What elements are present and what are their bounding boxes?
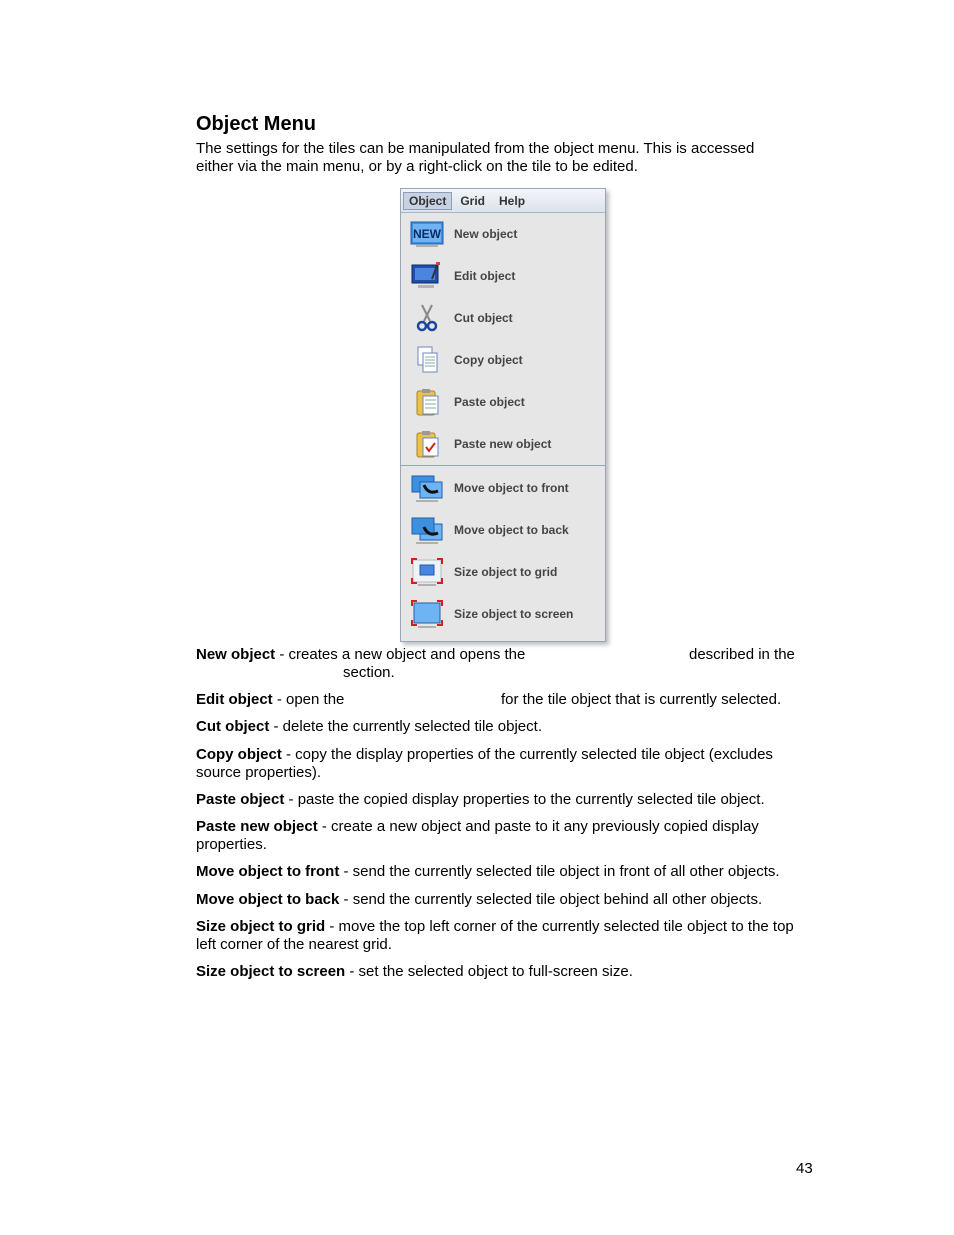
desc-text: - move the top left corner of the currently selected tile object to the top left corner of the nearest grid. (196, 918, 794, 953)
desc-move-front (196, 863, 806, 881)
menu-item-paste-new-object (401, 423, 605, 465)
menubar-object: Object (403, 192, 452, 210)
menu-item-size-grid (401, 551, 605, 593)
clipboard-check-icon (409, 428, 445, 460)
menu-separator (401, 465, 605, 466)
desc-term: Move object to back (196, 891, 340, 908)
page-number: 43 (796, 1160, 813, 1177)
desc-term: New object (196, 646, 276, 663)
desc-size-screen (196, 963, 806, 981)
desc-line2: section. (343, 664, 395, 681)
size-grid-icon (409, 556, 445, 588)
menu-item-move-front (401, 467, 605, 509)
menu-item-move-back (401, 509, 605, 551)
menu-item-new-object (401, 213, 605, 255)
menubar-help: Help (499, 193, 526, 208)
object-menu-list (401, 213, 605, 635)
desc-tail: for the tile object that is currently selected. (501, 691, 782, 708)
desc-term: Paste object (196, 791, 285, 808)
desc-size-grid (196, 918, 806, 954)
scissors-icon (409, 302, 445, 334)
desc-text: - paste the copied display properties to the currently selected tile object. (284, 791, 765, 808)
desc-paste-new-object (196, 818, 806, 854)
send-back-icon (409, 514, 445, 546)
desc-paste-object (196, 791, 806, 809)
object-menu-screenshot (400, 188, 606, 642)
page-title: Object Menu (196, 113, 317, 135)
desc-tail: described in the (689, 646, 795, 663)
desc-text: - send the currently selected tile object in front of all other objects. (339, 863, 780, 880)
menu-item-label: Copy object (454, 353, 523, 367)
bring-front-icon (409, 472, 445, 504)
desc-term: Size object to grid (196, 918, 326, 935)
new-icon (409, 218, 445, 250)
desc-copy-object (196, 746, 806, 782)
menu-item-label: Paste new object (454, 437, 552, 451)
desc-move-back (196, 891, 806, 909)
desc-edit-object (196, 691, 806, 709)
menu-item-label: Paste object (454, 395, 525, 409)
desc-text: - create a new object and paste to it any previously copied display properties. (196, 818, 759, 853)
menu-item-cut-object (401, 297, 605, 339)
menu-item-label: Size object to screen (454, 607, 574, 621)
menu-item-label: Size object to grid (454, 565, 558, 579)
menubar (401, 189, 605, 213)
desc-text: - copy the display properties of the currently selected tile object (excludes source properties). (196, 746, 773, 781)
desc-term: Move object to front (196, 863, 340, 880)
clipboard-icon (409, 386, 445, 418)
menubar-grid: Grid (460, 193, 486, 208)
desc-term: Edit object (196, 691, 273, 708)
menu-item-label: New object (454, 227, 518, 241)
menu-item-label: Move object to front (454, 481, 569, 495)
menu-item-label: Edit object (454, 269, 516, 283)
desc-cut-object (196, 718, 806, 736)
intro-paragraph: The settings for the tiles can be manipulated from the object menu. This is accessed either via the main menu, or by a right-click on the tile to be edited. (196, 140, 755, 175)
desc-text: - delete the currently selected tile object. (269, 718, 542, 735)
desc-term: Size object to screen (196, 963, 346, 980)
new-icon-text: NEW (413, 227, 441, 241)
menu-item-paste-object (401, 381, 605, 423)
menu-item-copy-object (401, 339, 605, 381)
desc-text: - open the (272, 691, 345, 708)
desc-term: Cut object (196, 718, 270, 735)
edit-monitor-icon (409, 260, 445, 292)
desc-text: - send the currently selected tile object behind all other objects. (339, 891, 763, 908)
desc-text: - set the selected object to full-screen size. (345, 963, 633, 980)
desc-new-object (196, 646, 806, 682)
size-screen-icon (409, 598, 445, 630)
menu-item-label: Move object to back (454, 523, 569, 537)
copy-icon (409, 344, 445, 376)
desc-term: Copy object (196, 746, 282, 763)
desc-text: - creates a new object and opens the (275, 646, 526, 663)
desc-term: Paste new object (196, 818, 318, 835)
menu-item-size-screen (401, 593, 605, 635)
menu-item-edit-object (401, 255, 605, 297)
menu-item-label: Cut object (454, 311, 513, 325)
